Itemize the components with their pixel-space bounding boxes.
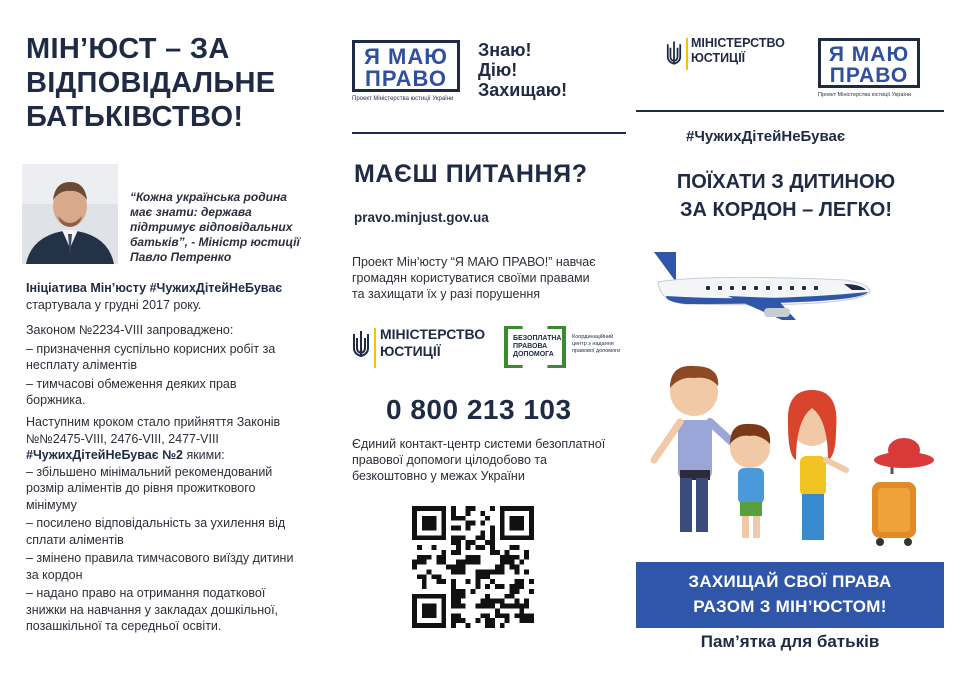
law2-item: – посилено відповідальність за ухилення від сплати аліментів (26, 516, 286, 547)
hashtag: #ЧужихДітейНеБуває (686, 128, 846, 145)
divider (352, 132, 626, 134)
project-description: Проект Мін’юсту “Я МАЮ ПРАВО!” навчає громадян користуватися своїми правами та захищати їх у разі порушення (352, 255, 596, 301)
family-illustration (650, 360, 940, 548)
airplane-illustration (646, 238, 872, 324)
divider (636, 110, 944, 112)
law2-item: – надано право на отримання податкової знижки на навчання у закладах дошкільної, позашкільної та середньої освіти. (26, 586, 279, 633)
slogan: Знаю! Дію! Захищаю! (478, 40, 568, 100)
left-title: МІН’ЮСТ – ЗА ВІДПОВІДАЛЬНЕ БАТЬКІВСТВО! (26, 33, 276, 133)
law1-paragraph: Законом №2234-VIII запроваджено: – призначення суспільно корисних робіт за несплату аліментів – тимчасові обмеження деяких прав боржника. (26, 322, 326, 409)
legal-aid-logo: БЕЗОПЛАТНА ПРАВОВА ДОПОМОГА Координаційний центр з надання правової допомоги (504, 326, 624, 370)
minister-photo (22, 164, 118, 264)
ya-mayu-pravo-logo: Я МАЮ ПРАВО Проект Міністерства юстиції України (352, 40, 460, 102)
law2-item: – змінено правила тимчасового виїзду дитини за кордон (26, 551, 294, 582)
ya-mayu-pravo-logo-right: Я МАЮ ПРАВО Проект Міністерства юстиції України (818, 38, 920, 98)
minister-quote: “Кожна українська родина має знати: держава підтримує відповідальних батьків”, - Міністр юстиції Павло Петренко (130, 190, 300, 264)
law2-item: – збільшено мінімальний рекомендований розмір аліментів до рівня прожиткового мінімуму (26, 464, 273, 512)
initiative-paragraph: Ініціатива Мін’юсту #ЧужихДітейНеБуває стартувала у грудні 2017 року. (26, 281, 283, 312)
law1-item: – тимчасові обмеження деяких прав боржника. (26, 376, 237, 407)
law2-paragraph: Наступним кроком стало прийняття Законів №№2475-VIII, 2476-VIII, 2477-VIII #ЧужихДітейНеБуває №2 якими: – збільшено мінімальний рекомендований розмір аліментів до рівня прожиткового мінімуму – посилено відповідальність за ухилення від сплати аліментів – змінено правила тимчасового виїзду дитини за кордон – надано право на отримання податкової знижки на навчання у закладах дошкільної, позашкільної та середньої освіти. (26, 414, 326, 635)
question-heading: МАЄШ ПИТАННЯ? (354, 160, 588, 188)
ministry-logo: МІНІСТЕРСТВО ЮСТИЦІЇ (352, 326, 492, 370)
ministry-logo-right: МІНІСТЕРСТВО ЮСТИЦІЇ (666, 36, 806, 76)
parents-memo-title: Пам’ятка для батьків (700, 632, 880, 651)
minister-portrait-icon (22, 164, 118, 264)
yellow-bar (374, 328, 376, 368)
trident-icon (666, 40, 682, 68)
yellow-bar (686, 38, 688, 70)
qr-code-icon (412, 506, 534, 628)
qr-code[interactable] (412, 506, 534, 628)
contact-center-description: Єдиний контакт-центр системи безоплатної правової допомоги цілодобово та безкоштовно у межах України (352, 437, 606, 483)
law1-item: – призначення суспільно корисних робіт за несплату аліментів (26, 341, 276, 372)
travel-heading: ПОЇХАТИ З ДИТИНОЮ ЗА КОРДОН – ЛЕГКО! (676, 171, 896, 221)
trident-icon (352, 330, 370, 360)
hotline-phone[interactable]: 0 800 213 103 (386, 394, 572, 425)
website-link[interactable]: pravo.minjust.gov.ua (354, 210, 489, 225)
protect-rights-banner: ЗАХИЩАЙ СВОЇ ПРАВА РАЗОМ З МІН’ЮСТОМ! (636, 562, 944, 628)
